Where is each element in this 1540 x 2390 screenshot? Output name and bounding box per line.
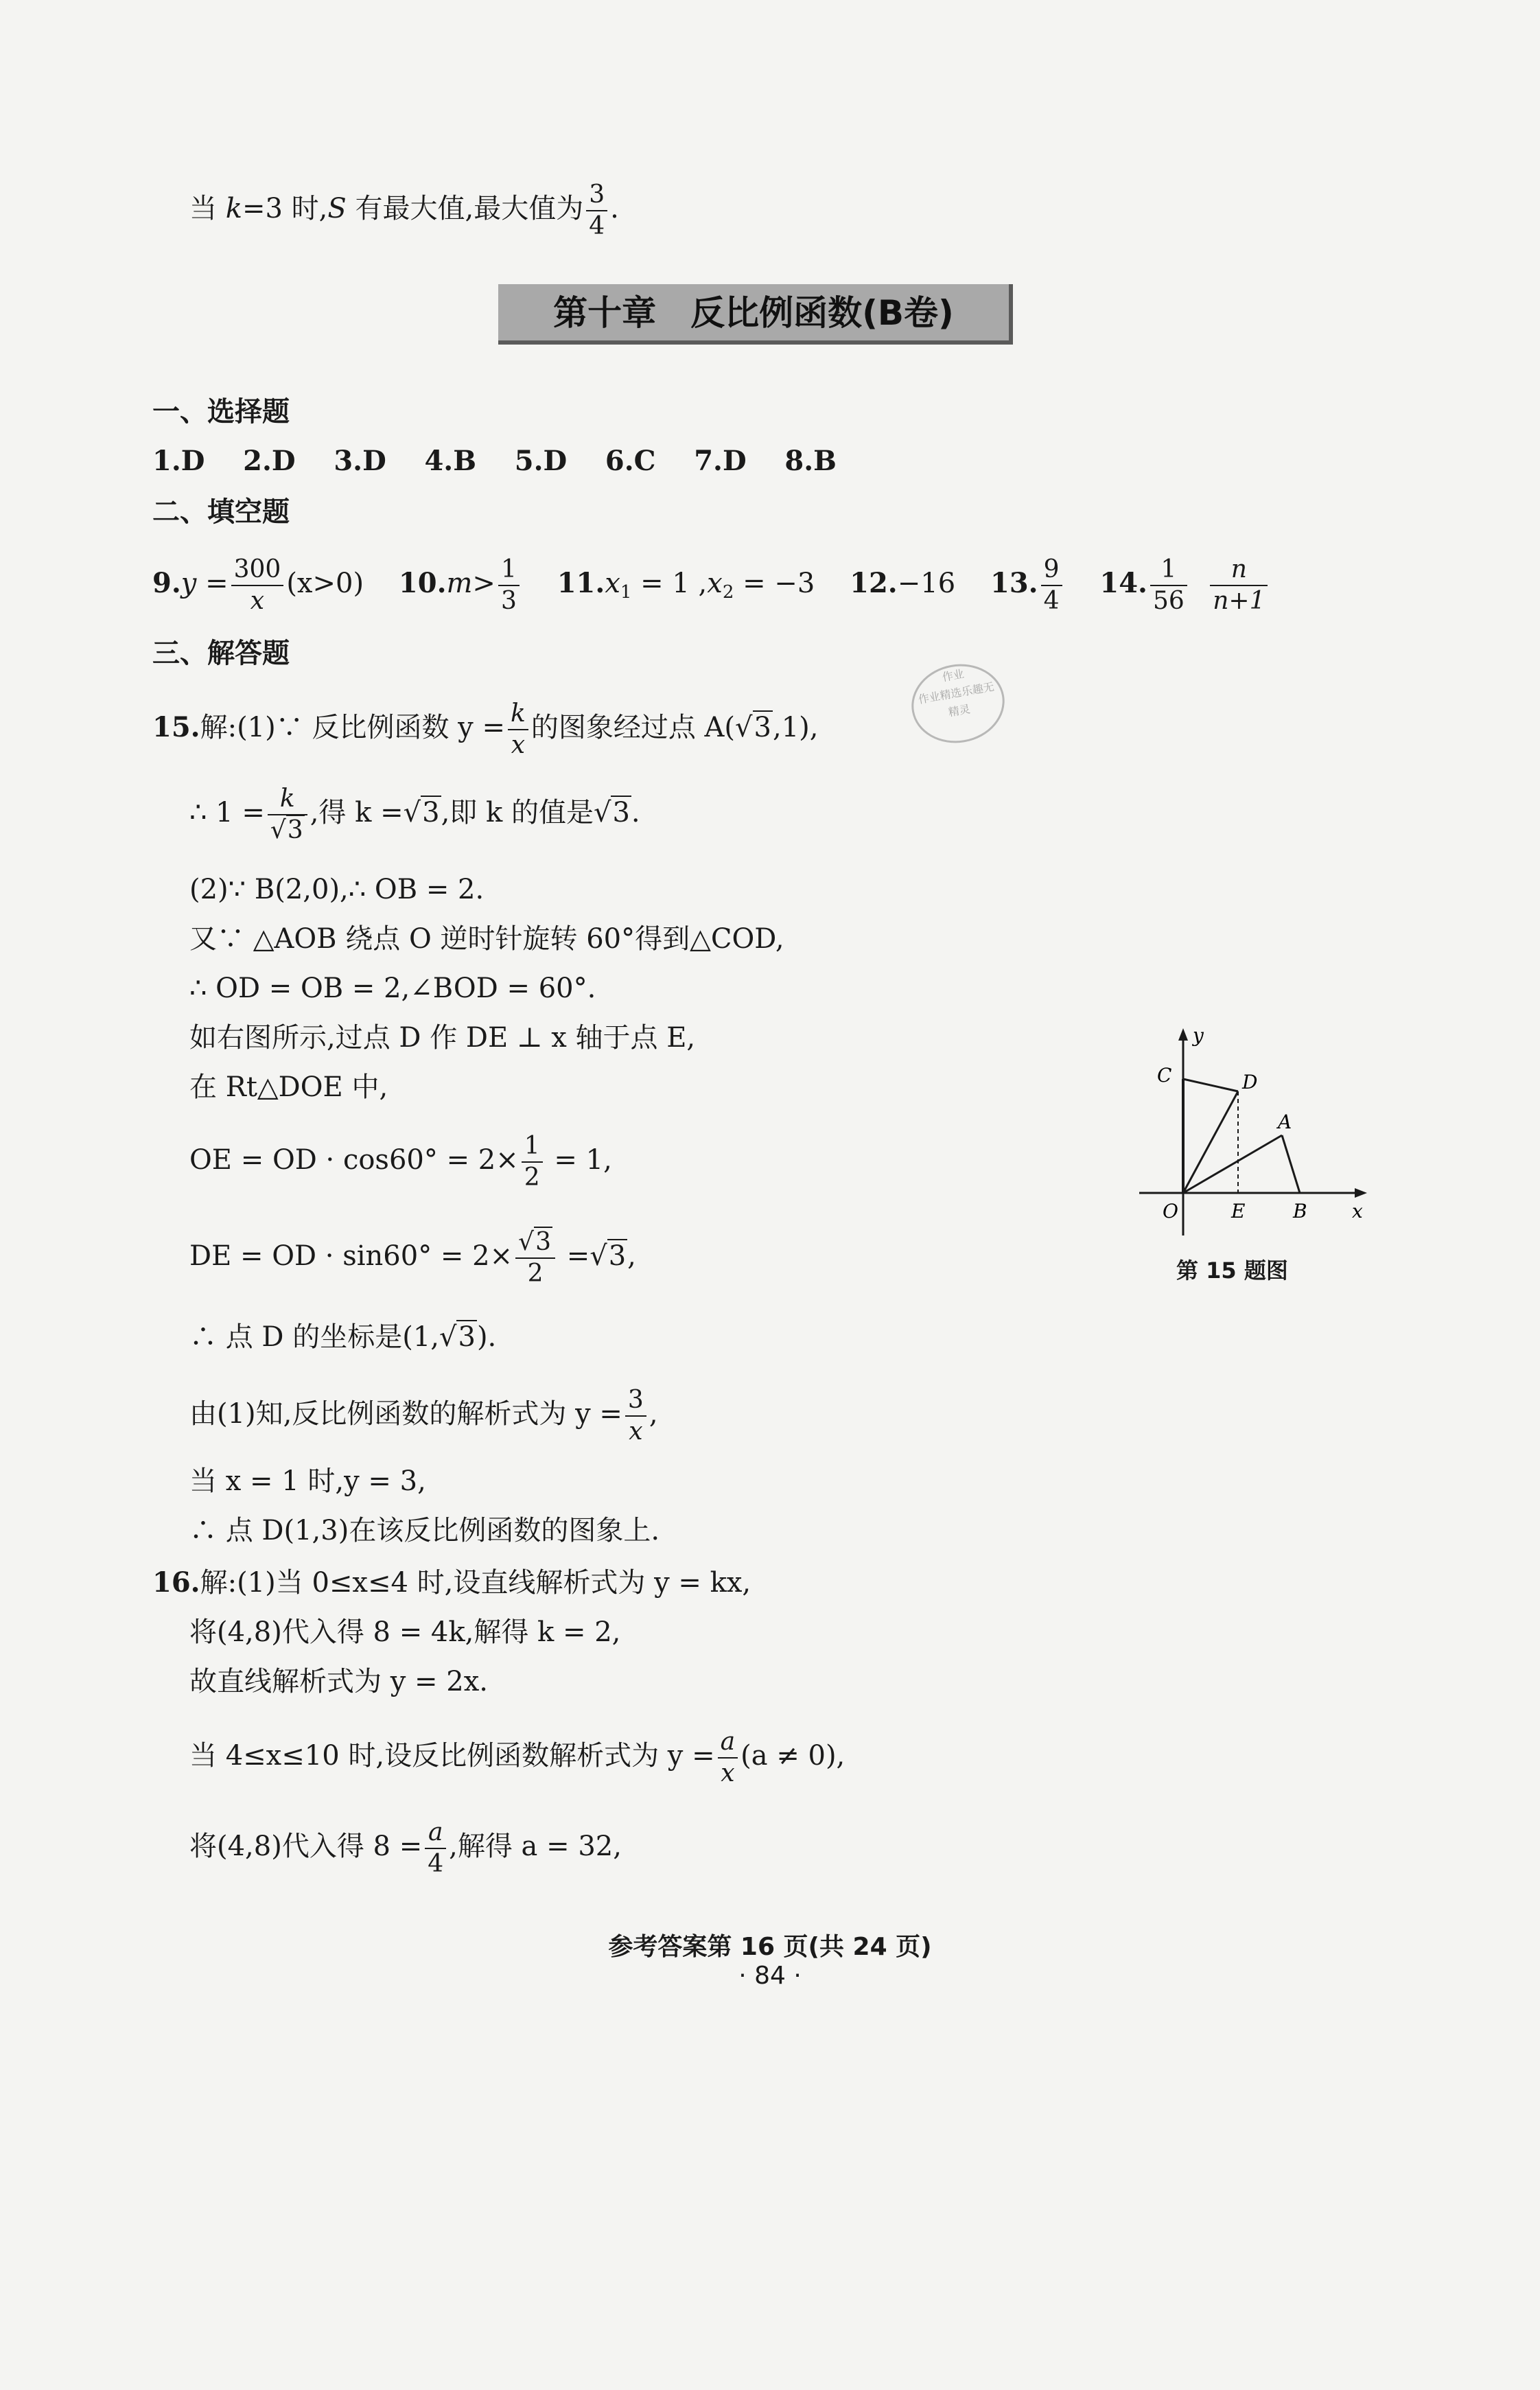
radicand: 3	[754, 712, 771, 743]
q15-line-11	[189, 1380, 658, 1448]
y-arrow-icon	[1178, 1028, 1188, 1041]
homework-stamp	[905, 657, 1011, 750]
q15-line-4: 又∵ △AOB 绕点 O 逆时针旋转 60°得到△COD,	[189, 923, 784, 955]
text: ,	[627, 1240, 636, 1272]
var-S: S	[327, 193, 347, 224]
label-B: B	[1293, 1200, 1307, 1222]
text: ,1),	[773, 712, 819, 743]
q16-line-2: 将(4,8)代入得 8 = 4k,解得 k = 2,	[189, 1616, 621, 1648]
radicand: 3	[422, 797, 440, 828]
q11-t1: = 1 ,	[631, 568, 708, 599]
text: ).	[476, 1321, 497, 1353]
footer-page-number: · 84 ·	[738, 1962, 802, 1990]
segment-AB	[1282, 1135, 1300, 1193]
label-x: x	[1352, 1200, 1363, 1222]
answer-4: 4.B	[424, 445, 477, 477]
text: ∴ 1 =	[189, 797, 265, 828]
text: (a ≠ 0),	[740, 1740, 845, 1772]
fraction: $\frac{3}{4}$	[586, 180, 607, 242]
q15-line-1: 15.解:(1)∵ 反比例函数 y = $\frac{k}{x}$ 的图象经过点 A(√3,1),	[152, 699, 819, 759]
stamp-line-2: 作业精选乐趣无	[917, 680, 996, 706]
q11-sub1: 1	[620, 582, 632, 603]
q12-value: −16	[897, 568, 956, 599]
label-D: D	[1242, 1071, 1258, 1093]
q15-figure	[1125, 1023, 1373, 1249]
text: ,	[649, 1398, 658, 1430]
label-A: A	[1278, 1111, 1292, 1133]
q9-lhs: y =	[180, 568, 229, 599]
q15-line-8	[189, 1126, 612, 1194]
fraction: $\frac{3}{x}$	[625, 1385, 646, 1447]
answer-5: 5.D	[514, 445, 568, 477]
answer-6: 6.C	[605, 445, 656, 477]
q11-sub2: 2	[722, 582, 734, 603]
q15-line-3: (2)∵ B(2,0),∴ OB = 2.	[189, 874, 485, 905]
label-O: O	[1163, 1200, 1178, 1222]
q15-label: 15.	[152, 711, 200, 743]
q16-line-3: 故直线解析式为 y = 2x.	[189, 1666, 488, 1697]
fraction: $\frac{a}{4}$	[425, 1818, 446, 1879]
q15-line-6: 如右图所示,过点 D 作 DE ⊥ x 轴于点 E,	[189, 1022, 696, 1054]
q10-fraction: $\frac{1}{3}$	[498, 555, 520, 616]
figure-caption: 第 15 题图	[1176, 1257, 1288, 1284]
fraction: $\frac{1}{2}$	[522, 1131, 543, 1193]
chapter-title: 第十章 反比例函数(B卷)	[498, 284, 1013, 345]
q10-label: 10.	[398, 567, 447, 599]
fraction: $\frac{√3}{2}$	[515, 1227, 555, 1289]
text: .	[610, 193, 619, 224]
var-k: k	[225, 193, 242, 224]
q16-line-5	[189, 1812, 622, 1881]
label-C: C	[1157, 1064, 1172, 1087]
text: 解:(1)∵ 反比例函数 y =	[200, 712, 505, 743]
q15-line-13: ∴ 点 D(1,3)在该反比例函数的图象上.	[189, 1515, 660, 1546]
text: 解:(1)当 0≤x≤4 时,设直线解析式为 y = kx,	[200, 1567, 751, 1599]
radicand: 3	[458, 1321, 476, 1353]
q15-line-9: DE = OD · sin60° = 2× $\frac{√3}{2}$ =√3,	[189, 1228, 636, 1288]
q13-fraction: $\frac{9}{4}$	[1041, 555, 1062, 616]
fraction: $\frac{a}{x}$	[718, 1727, 738, 1789]
q9-fraction: $\frac{300}{x}$	[231, 555, 284, 616]
top-line	[189, 180, 619, 242]
q15-line-5: ∴ OD = OB = 2,∠BOD = 60°.	[189, 973, 596, 1004]
label-y: y	[1193, 1024, 1204, 1047]
section-heading-choice: 一、选择题	[152, 396, 290, 428]
q11-label: 11.	[557, 567, 605, 599]
q15-line-7: 在 Rt△DOE 中,	[189, 1071, 388, 1103]
text: ,得 k =	[310, 797, 404, 828]
q11-t2: = −3	[734, 568, 815, 599]
q11-x1: x	[605, 568, 620, 599]
text: DE = OD · sin60° = 2×	[189, 1240, 513, 1272]
text: ,即 k 的值是	[441, 797, 594, 828]
fraction: $\frac{k}{√3}$	[268, 784, 307, 846]
answer-1: 1.D	[152, 445, 205, 477]
answer-2: 2.D	[243, 445, 296, 477]
text: 的图象经过点 A(	[530, 712, 736, 743]
q9-label: 9.	[152, 567, 181, 599]
section-heading-solve: 三、解答题	[152, 638, 290, 669]
answer-3: 3.D	[334, 445, 386, 477]
text: 当	[189, 193, 226, 224]
radicand: 3	[608, 1240, 627, 1272]
label-E: E	[1231, 1200, 1246, 1222]
text: 有最大值,最大值为	[346, 193, 584, 224]
q14-fraction-2: $\frac{n}{n+1}$	[1210, 555, 1268, 616]
text: =3 时,	[242, 193, 328, 224]
text: ,解得 a = 32,	[449, 1831, 622, 1862]
answer-8: 8.B	[784, 445, 837, 477]
fill-answers	[152, 549, 1270, 627]
segment-CD	[1183, 1079, 1238, 1091]
q14-label: 14.	[1099, 567, 1147, 599]
choice-answers	[152, 442, 837, 480]
q12-label: 12.	[850, 567, 898, 599]
text: = 1,	[545, 1144, 612, 1176]
q15-line-12: 当 x = 1 时,y = 3,	[189, 1465, 426, 1497]
radicand: 3	[612, 797, 630, 828]
stamp-line-3: 精灵	[947, 702, 972, 719]
q13-label: 13.	[990, 567, 1038, 599]
q16-line-4	[189, 1721, 845, 1790]
text: ∴ 点 D 的坐标是(1,	[189, 1321, 439, 1353]
text: =	[557, 1240, 590, 1272]
q9-cond: (x>0)	[286, 568, 364, 599]
q15-line-2: ∴ 1 = $\frac{k}{√3}$ ,得 k =√3,即 k 的值是√3.	[189, 785, 640, 844]
text: OE = OD · cos60° = 2×	[189, 1144, 519, 1176]
x-arrow-icon	[1355, 1188, 1367, 1198]
q16-line-1	[152, 1564, 751, 1602]
q15-line-10: ∴ 点 D 的坐标是(1,√3).	[189, 1321, 497, 1353]
text: 由(1)知,反比例函数的解析式为 y =	[189, 1398, 622, 1430]
q16-label: 16.	[152, 1566, 200, 1599]
text: 当 4≤x≤10 时,设反比例函数解析式为 y =	[189, 1740, 715, 1772]
q11-x2: x	[707, 568, 723, 599]
section-heading-fill: 二、填空题	[152, 496, 290, 528]
q14-fraction-1: $\frac{1}{56}$	[1150, 555, 1187, 616]
stamp-line-1: 作业	[941, 666, 966, 684]
fraction: $\frac{k}{x}$	[508, 699, 528, 761]
text: 将(4,8)代入得 8 =	[189, 1831, 423, 1862]
answer-7: 7.D	[694, 445, 747, 477]
q10-lhs: m>	[446, 568, 495, 599]
footer-page-info: 参考答案第 16 页(共 24 页)	[608, 1933, 932, 1961]
text: .	[631, 797, 640, 828]
